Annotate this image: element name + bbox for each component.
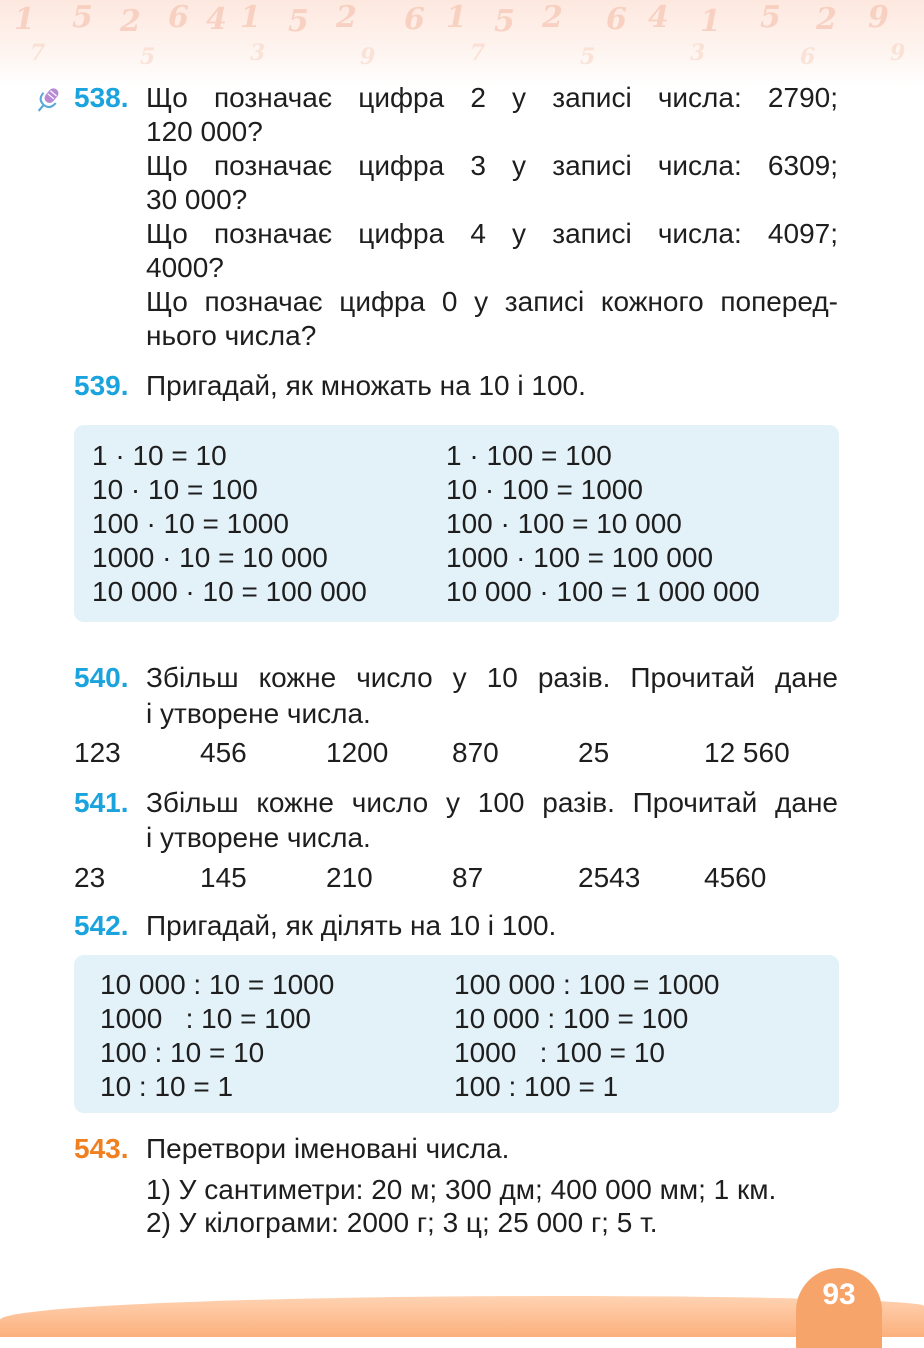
number-item: 123 xyxy=(74,737,121,768)
equation: 10 000 : 100 = 100 xyxy=(454,1003,689,1034)
equation: 1 · 100 = 100 xyxy=(446,440,612,471)
number-item: 456 xyxy=(200,737,247,768)
task-item: 1) У сантиметри: 20 м; 300 дм; 400 000 мм; 1 км. xyxy=(146,1174,777,1205)
task-number: 539. xyxy=(74,370,129,401)
decorative-digits: 1 5 2 6 4 1 5 2 6 1 5 2 6 4 1 5 2 9 7 5 3 9 7 5 3 6 9 xyxy=(14,0,906,70)
task-number: 542. xyxy=(74,910,129,941)
bottom-decorative-band xyxy=(0,1296,924,1337)
equation: 100 000 : 100 = 1000 xyxy=(454,969,720,1000)
equation: 100 : 100 = 1 xyxy=(454,1071,619,1102)
equation: 10 · 100 = 1000 xyxy=(446,474,643,505)
task-text-line: і утворене числа. xyxy=(146,822,371,853)
equation: 10 : 10 = 1 xyxy=(100,1071,234,1102)
task-text-line: Що позначає цифра 4 у записі числа: 4097; xyxy=(146,218,838,249)
equation: 1 · 10 = 10 xyxy=(92,440,227,471)
equation: 10 000 : 10 = 1000 xyxy=(100,969,335,1000)
equation: 1000 : 10 = 100 xyxy=(100,1003,311,1034)
number-item: 870 xyxy=(452,737,499,768)
number-item: 23 xyxy=(74,862,106,893)
equation: 1000 · 10 = 10 000 xyxy=(92,542,328,573)
task-number: 543. xyxy=(74,1133,129,1164)
task-text-line: Що позначає цифра 3 у записі числа: 6309; xyxy=(146,150,838,181)
task-text-line: нього числа? xyxy=(146,320,317,351)
number-item: 25 xyxy=(578,737,610,768)
microphone-icon xyxy=(30,84,64,118)
task-text-line: 4000? xyxy=(146,252,224,283)
task-text-line: Збільш кожне число у 10 разів. Прочитай дане xyxy=(146,662,838,693)
task-item: 2) У кілограми: 2000 г; 3 ц; 25 000 г; 5 т. xyxy=(146,1207,658,1238)
number-item: 210 xyxy=(326,862,373,893)
number-item: 12 560 xyxy=(704,737,790,768)
task-text: Пригадай, як ділять на 10 і 100. xyxy=(146,910,557,941)
equation: 100 : 10 = 10 xyxy=(100,1037,265,1068)
task-number: 538. xyxy=(74,82,129,113)
number-item: 87 xyxy=(452,862,484,893)
equation: 10 000 · 10 = 100 000 xyxy=(92,576,367,607)
equation: 100 · 10 = 1000 xyxy=(92,508,289,539)
task-text-line: 120 000? xyxy=(146,116,263,147)
task-text: Перетвори іменовані числа. xyxy=(146,1133,510,1164)
number-item: 145 xyxy=(200,862,247,893)
equation: 100 · 100 = 10 000 xyxy=(446,508,682,539)
number-item: 4560 xyxy=(704,862,767,893)
number-item: 1200 xyxy=(326,737,389,768)
equation: 10 000 · 100 = 1 000 000 xyxy=(446,576,760,607)
page-number: 93 xyxy=(822,1278,856,1311)
task-text: Пригадай, як множать на 10 і 100. xyxy=(146,370,586,401)
task-number: 541. xyxy=(74,787,129,818)
task-number: 540. xyxy=(74,662,129,693)
top-decorative-band xyxy=(0,0,924,86)
task-text-line: 30 000? xyxy=(146,184,248,215)
task-text-line: Збільш кожне число у 100 разів. Прочитай дане xyxy=(146,787,838,818)
task-text-line: Що позначає цифра 2 у записі числа: 2790; xyxy=(146,82,838,113)
equation: 1000 · 100 = 100 000 xyxy=(446,542,714,573)
equation: 10 · 10 = 100 xyxy=(92,474,258,505)
task-text-line: Що позначає цифра 0 у записі кожного поперед- xyxy=(146,286,838,317)
task-text-line: і утворене числа. xyxy=(146,698,371,729)
number-item: 2543 xyxy=(578,862,641,893)
equation: 1000 : 100 = 10 xyxy=(454,1037,665,1068)
